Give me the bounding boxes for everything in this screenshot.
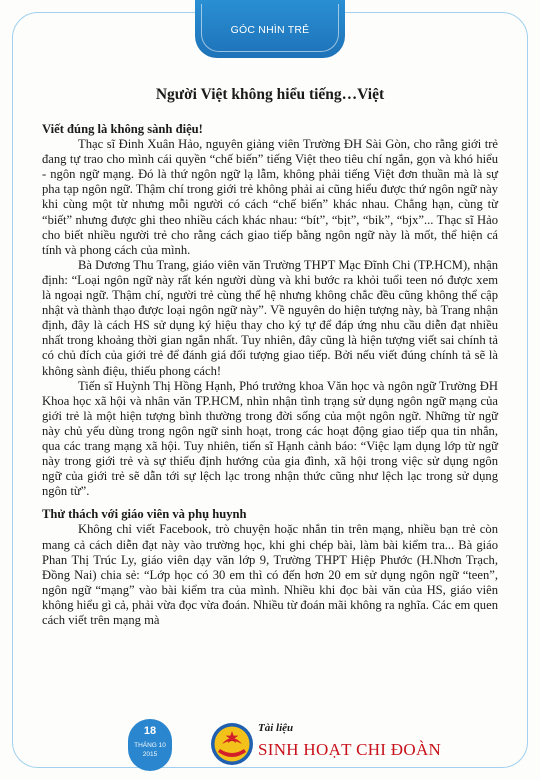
page-footer bbox=[0, 712, 540, 780]
section-header-badge bbox=[195, 0, 345, 58]
paragraph: Tiến sĩ Huỳnh Thị Hồng Hạnh, Phó trưởng khoa Văn học và ngôn ngữ Trường ĐH Khoa học xã hội và nhân văn TP.HCM, nhìn nhận tình trạng sử dụng ngôn ngữ mạng của giới trẻ là một hiện tượng bình thường trong đời sống của một ngôn ngữ. Những từ ngữ này chủ yếu dùng trong ngôn ngữ sinh hoạt, trong các hoạt động giao tiếp qua tin nhắn, qua các trang mạng xã hội. Tuy nhiên, tiến sĩ Hạnh cảnh báo: “Việc lạm dụng lớp từ ngữ này trong giới trẻ và sự thiếu định hướng của gia đình, xã hội trong việc sử dụng ngôn ngữ của giới trẻ sẽ dẫn tới sự lệch lạc trong nhận thức cũng như lệch lạc trong sử dụng ngôn từ”. bbox=[42, 378, 498, 499]
issue-month: THÁNG 10 bbox=[134, 742, 166, 749]
publication-name: SINH HOẠT CHI ĐOÀN bbox=[258, 740, 442, 759]
section-heading: Viết đúng là không sành điệu! bbox=[42, 122, 203, 136]
article-body bbox=[42, 122, 498, 628]
paragraph: Thạc sĩ Đinh Xuân Hảo, nguyên giảng viên Trường ĐH Sài Gòn, cho rằng giới trẻ đang tự trao cho mình cái quyền “chế biến” tiếng Việt theo tiêu chí ngắn, gọn và khó hiểu - ngôn ngữ mạng. Đó là thứ ngôn ngữ lạ lẫm, không phải tiếng Việt đơn thuần mà là sự pha tạp ngôn ngữ. Thậm chí trong giới trẻ không phải ai cũng hiểu được thứ ngôn ngữ này khi cùng một từ nhưng mỗi người có cách “chế biến” khác nhau. Chẳng hạn, cùng từ “biết” nhưng được ghi theo nhiều cách khác nhau: “bít”, “bịt”, “bik”, “bjx”... Thạc sĩ Hảo cho biết nhiều người trẻ cho rằng cách giao tiếp bằng ngôn ngữ này là mốt, thể hiện cá tính và phong cách của mình. bbox=[42, 137, 498, 257]
issue-year: 2015 bbox=[142, 751, 158, 758]
publication-label: Tài liệu bbox=[258, 722, 294, 734]
section-header-label: GÓC NHÌN TRẺ bbox=[230, 24, 310, 36]
page-number-badge bbox=[128, 719, 172, 771]
section-heading: Thử thách với giáo viên và phụ huynh bbox=[42, 507, 247, 522]
paragraph: Không chỉ viết Facebook, trò chuyện hoặc nhắn tin trên mạng, nhiều bạn trẻ còn mang cả cách diễn đạt này vào trường học, khi ghi chép bài, làm bài kiểm tra... Bà giáo Phan Thị Trúc Ly, giáo viên dạy văn lớp 9, Trường THPT Hiệp Phước (H.Nhơn Trạch, Đồng Nai) chia sẻ: “Lớp học có 30 em thì có đến hơn 20 em sử dụng ngôn ngữ “teen”, ngôn ngữ “mạng” vào bài kiểm tra của mình. Nhiều khi đọc bài văn của HS, giáo viên không hiểu gì cả, phải vừa đọc vừa đoán. Nhiều từ đoán mãi không ra nghĩa. Các em quen cách viết trên mạng mà bbox=[42, 522, 498, 627]
article-title: Người Việt không hiểu tiếng…Việt bbox=[155, 86, 385, 103]
youth-union-emblem-icon bbox=[210, 722, 254, 766]
paragraph: Bà Dương Thu Trang, giáo viên văn Trường THPT Mạc Đĩnh Chi (TP.HCM), nhận định: “Loại ngôn ngữ này rất kén người dùng và khi bước ra khỏi tuổi teen nó được xem là ngoại ngữ. Thậm chí, người trẻ cùng thế hệ nhưng không chắc đều cũng không thể cập nhật và thành thạo được loại ngôn ngữ này”. Về nguyên do hiện tượng này, bà Trang nhận định, đây là cách HS sử dụng ký hiệu thay cho ký tự để đáp ứng nhu cầu diễn đạt nhiều nhất trong khoảng thời gian ngắn nhất. Tuy nhiên, đây cũng là hiện tượng viết sai chính tả có chủ đích của giới trẻ để đánh giá đối tượng giao tiếp. Bởi nếu viết đúng chính tả sẽ là không sành điệu, thiếu phong cách! bbox=[42, 257, 498, 378]
page-number: 18 bbox=[143, 725, 157, 737]
